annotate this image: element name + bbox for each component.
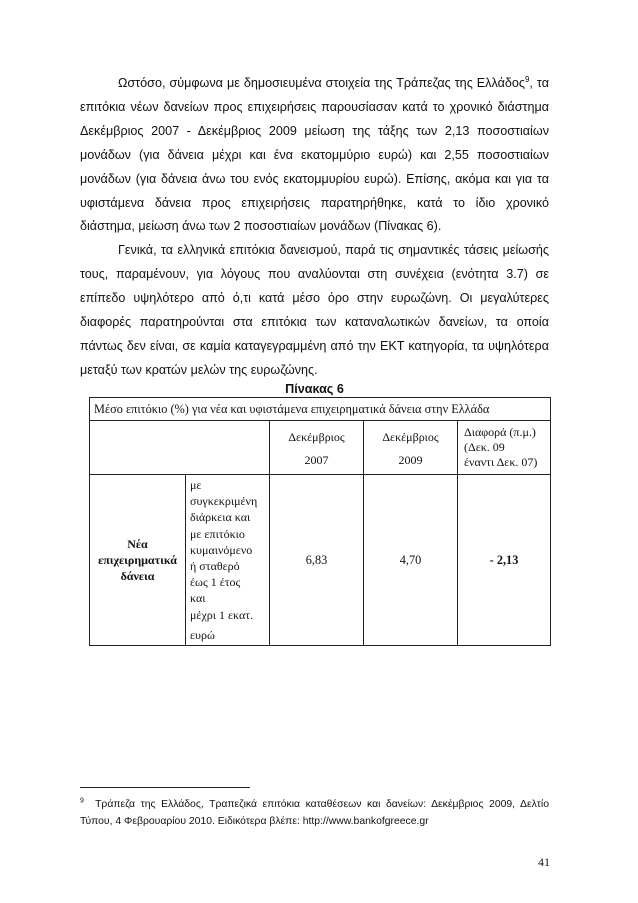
value-dec-2009: 4,70	[364, 475, 458, 646]
row-description-line: μέχρι 1 εκατ.	[190, 607, 254, 622]
table-row	[90, 475, 551, 646]
table-container	[89, 397, 550, 646]
body-text	[80, 72, 549, 383]
header-empty-cell	[90, 421, 270, 475]
footnote-divider	[80, 787, 250, 788]
row-label	[90, 475, 186, 646]
header-difference-line: έναντι Δεκ. 07)	[464, 455, 538, 469]
paragraph-2: Γενικά, τα ελληνικά επιτόκια δανεισμού, παρά τις σημαντικές τάσεις μείωσής τους, παραμένουν, για λόγους που αναλύονται στη συνέχεια (ενότητα 3.7) σε επίπεδο υψηλότερο από ό,τι κατά μέσο όρο στην ευρωζώνη. Οι μεγαλύτερες διαφορές παρατηρούνται στα επιτόκια των καταναλωτικών δανείων, τα οποία πάντως δεν είναι, σε καμία καταγεγραμμένη από την ΕΚΤ κατηγορία, τα υψηλότερα μεταξύ των κρατών μελών της ευρωζώνης.	[80, 243, 549, 377]
rates-table	[89, 397, 551, 646]
header-dec-2007-year: 2007	[304, 452, 329, 467]
header-dec-2007-month: Δεκέμβριος	[288, 429, 345, 444]
row-description-line: με επιτόκιο	[190, 526, 245, 541]
footnote	[80, 797, 549, 830]
header-dec-2009-year: 2009	[398, 452, 423, 467]
table-title: Πίνακας 6	[285, 382, 344, 396]
row-label-line: Νέα	[127, 537, 148, 552]
footnote-number: 9	[80, 797, 84, 805]
header-dec-2007	[270, 421, 364, 475]
paragraph-1-start: Ωστόσο, σύμφωνα με δημοσιευμένα στοιχεία της Τράπεζας της Ελλάδος	[118, 76, 525, 90]
row-description-line: ευρώ	[190, 627, 215, 642]
row-label-line: δάνεια	[120, 569, 155, 584]
row-description-line: και	[190, 591, 206, 606]
header-difference-line: (Δεκ. 09	[464, 440, 505, 454]
row-label-line: επιχειρηματικά	[98, 553, 177, 568]
row-description-line: έως 1 έτος	[190, 575, 241, 590]
header-dec-2009	[364, 421, 458, 475]
value-dec-2007: 6,83	[270, 475, 364, 646]
paragraph-1-rest: , τα επιτόκια νέων δανείων προς επιχειρήσεις παρουσίασαν κατά το χρονικό διάστημα Δεκέμβριος 2007 - Δεκέμβριος 2009 μείωση της τάξης των 2,13 ποσοστιαίων μονάδων (για δάνεια μέχρι και ένα εκατομμύριο ευρώ) και 2,55 ποσοστιαίων μονάδων (για δάνεια άνω του ενός εκατομμυρίου ευρώ). Επίσης, ακόμα και για τα υφιστάμενα δάνεια προς επιχειρήσεις παρατηρήθηκε, κατά το ίδιο χρονικό διάστημα, μείωση άνω των 2 ποσοστιαίων μονάδων (Πίνακας 6).	[80, 76, 549, 234]
row-description-line: διάρκεια και	[190, 510, 251, 525]
table-caption: Μέσο επιτόκιο (%) για νέα και υφιστάμενα επιχειρηματικά δάνεια στην Ελλάδα	[90, 398, 551, 421]
page-number: 41	[538, 855, 550, 869]
paragraph-1	[80, 72, 549, 239]
row-description-line: κυμαινόμενο	[190, 542, 253, 557]
row-description	[186, 475, 270, 646]
row-description-line: με	[190, 478, 202, 492]
header-difference-line: Διαφορά (π.μ.)	[464, 425, 536, 439]
row-description-line: ή σταθερό	[190, 559, 240, 574]
header-dec-2009-month: Δεκέμβριος	[382, 429, 439, 444]
header-difference	[458, 421, 551, 475]
row-description-line: συγκεκριμένη	[190, 494, 258, 509]
footnote-text: Τράπεζα της Ελλάδος, Τραπεζικά επιτόκια καταθέσεων και δανείων: Δεκέμβριος 2009, Δελτίο Τύπου, 4 Φεβρουαρίου 2010. Ειδικότερα βλέπε: http://www.bankofgreece.gr	[80, 799, 550, 827]
footnote-reference[interactable]: 9	[524, 74, 530, 84]
value-difference: - 2,13	[458, 475, 551, 646]
